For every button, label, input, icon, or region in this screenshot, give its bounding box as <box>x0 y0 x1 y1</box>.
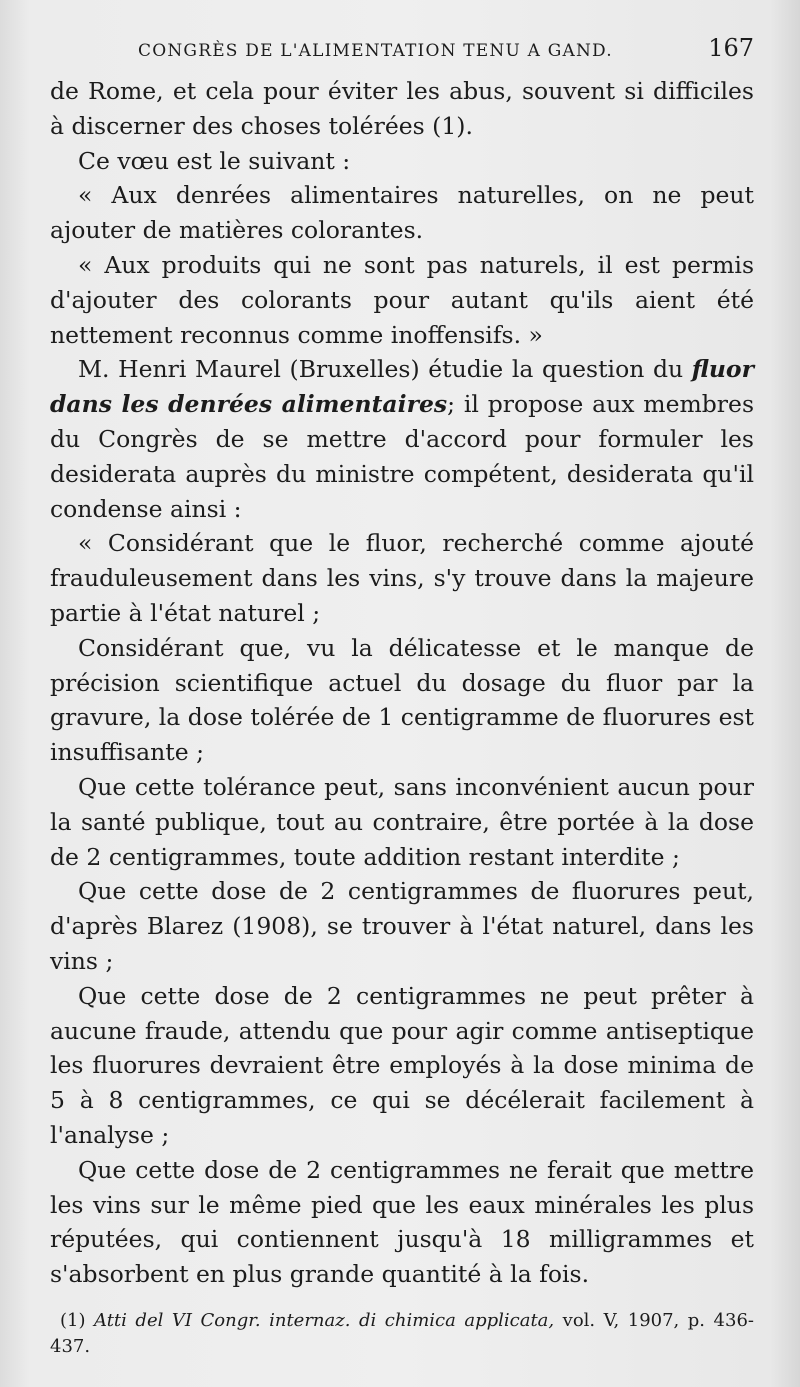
paragraph: « Considérant que le fluor, recherché comme ajouté frauduleusement dans les vins, s'y trouve dans la majeure partie à l'état naturel ; <box>50 529 754 627</box>
footnote <box>50 1308 754 1360</box>
paragraph-text: M. Henri Maurel (Bruxelles) étudie la question du <box>78 355 692 384</box>
paragraph: Que cette tolérance peut, sans inconvénient aucun pour la santé publique, tout au contraire, être portée à la dose de 2 centigrammes, toute addition restant interdite ; <box>50 772 754 871</box>
footnote-title: Atti del VI Congr. internaz. di chimica applicata, <box>94 1309 555 1331</box>
running-title: CONGRÈS DE L'ALIMENTATION TENU A GAND. <box>138 41 613 61</box>
footnote-text <box>50 1308 754 1360</box>
footnote-marker: (1) <box>60 1309 86 1331</box>
paragraph <box>50 352 754 526</box>
paragraph-text: ; il propose aux membres du Congrès de se mettre d'accord pour formuler les desiderata auprès du ministre compétent, desiderata qu'il condense ainsi : <box>50 390 754 523</box>
paragraph: Que cette dose de 2 centigrammes ne peut prêter à aucune fraude, attendu que pour agir comme antiseptique les fluorures devraient être employés à la dose minima de 5 à 8 centigrammes, ce qui se décélerait facilement à l'analyse ; <box>50 981 754 1149</box>
paragraph: Considérant que, vu la délicatesse et le manque de précision scientifique actuel du dosage du fluor par la gravure, la dose tolérée de 1 centigramme de fluorures est insuffisante ; <box>50 633 755 767</box>
page-number: 167 <box>708 34 754 62</box>
paragraph: « Aux denrées alimentaires naturelles, on ne peut ajouter de matières colorantes. <box>50 181 754 245</box>
paragraph: Ce vœu est le suivant : <box>78 146 351 175</box>
paragraph: « Aux produits qui ne sont pas naturels, il est permis d'ajouter des colorants pour autant qu'ils aient été nettement reconnus comme inoffensifs. » <box>50 250 754 349</box>
paragraph: Que cette dose de 2 centigrammes ne ferait que mettre les vins sur le même pied que les eaux minérales les plus réputées, qui contiennent jusqu'à 18 milligrammes et s'absorbent en plus grande quantité à la fois. <box>50 1155 754 1289</box>
paragraph: Que cette dose de 2 centigrammes de fluorures peut, d'après Blarez (1908), se trouver à l'état naturel, dans les vins ; <box>50 877 754 975</box>
body-text <box>50 74 754 1292</box>
emphasis-text: fluor dans les denrées alimentaires <box>50 355 754 419</box>
running-head <box>50 34 754 74</box>
footnote-rest: vol. V, 1907, p. 436-437. <box>50 1309 754 1357</box>
paragraph: de Rome, et cela pour éviter les abus, souvent si difficiles à discerner des choses tolérées (1). <box>50 77 754 140</box>
